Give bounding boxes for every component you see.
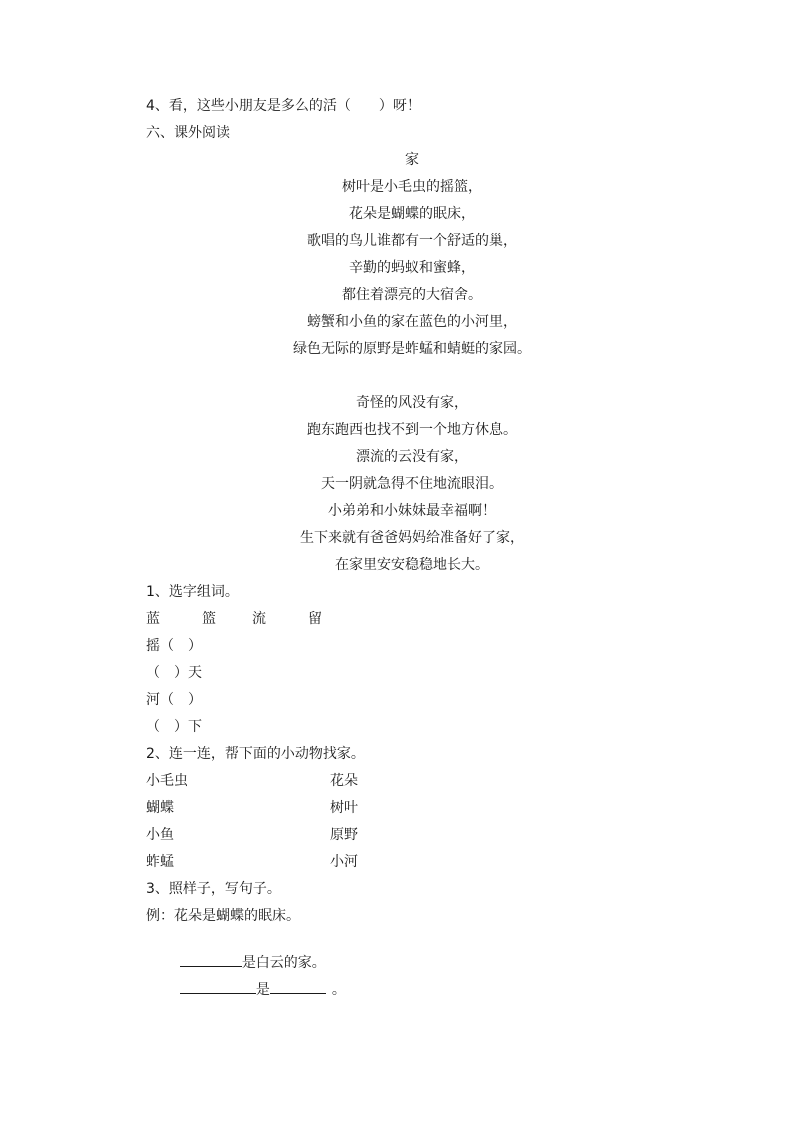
sentence-text: 是: [255, 982, 270, 998]
animal-item: 蚱蜢: [146, 854, 174, 870]
char-choice: 蓝: [146, 611, 160, 627]
animal-item: 蝴蝶: [146, 800, 174, 816]
char-choice: 流: [252, 611, 266, 627]
poem-line: 生下来就有爸爸妈妈给准备好了家，: [300, 530, 524, 546]
home-item: 树叶: [330, 800, 358, 816]
poem-line: 辛勤的蚂蚁和蜜蜂，: [349, 260, 475, 276]
poem-line: 漂流的云没有家，: [356, 449, 468, 465]
answer-blank[interactable]: [180, 979, 256, 994]
sentence-text: 是白云的家。: [241, 955, 326, 971]
poem-line: 树叶是小毛虫的摇篮，: [342, 179, 482, 195]
animal-item: 小毛虫: [146, 773, 188, 789]
section-6-title: 六、课外阅读: [146, 125, 230, 141]
poem-line: 花朵是蝴蝶的眠床，: [349, 206, 475, 222]
word-blank-item: 河（ ）: [146, 692, 202, 708]
poem-line: 都住着漂亮的大宿舍。: [342, 287, 482, 303]
poem-line: 在家里安安稳稳地长大。: [335, 557, 489, 573]
home-item: 原野: [330, 827, 358, 843]
char-choices: [146, 610, 446, 628]
char-choice: 留: [308, 611, 322, 627]
word-blank-item: （ ）天: [146, 665, 202, 681]
question-1-title: 1、选字组词。: [146, 584, 239, 600]
question-3-title: 3、照样子，写句子。: [146, 881, 281, 897]
sentence-end: 。: [331, 982, 346, 998]
question-4-line: 4、看，这些小朋友是多么的活（ ）呀！: [146, 98, 421, 114]
word-blank-item: 摇（ ）: [146, 638, 202, 654]
answer-blank[interactable]: [270, 979, 326, 994]
poem-line: 跑东跑西也找不到一个地方休息。: [307, 422, 517, 438]
sentence-line-2: [162, 961, 346, 1017]
poem-line: 天一阴就急得不住地流眼泪。: [321, 476, 503, 492]
poem-title: 家: [405, 152, 419, 168]
poem-line: 小弟弟和小妹妹最幸福啊！: [328, 503, 496, 519]
poem-line: 歌唱的鸟儿谁都有一个舒适的巢，: [307, 233, 517, 249]
poem-line: 奇怪的风没有家，: [356, 395, 468, 411]
home-item: 花朵: [330, 773, 358, 789]
word-blank-item: （ ）下: [146, 719, 202, 735]
home-item: 小河: [330, 854, 358, 870]
question-2-title: 2、连一连，帮下面的小动物找家。: [146, 746, 365, 762]
example-sentence: 例：花朵是蝴蝶的眠床。: [146, 908, 300, 924]
poem-line: 绿色无际的原野是蚱蜢和蜻蜓的家园。: [293, 341, 531, 357]
poem-line: 螃蟹和小鱼的家在蓝色的小河里，: [307, 314, 517, 330]
animal-item: 小鱼: [146, 827, 174, 843]
char-choice: 篮: [202, 611, 216, 627]
